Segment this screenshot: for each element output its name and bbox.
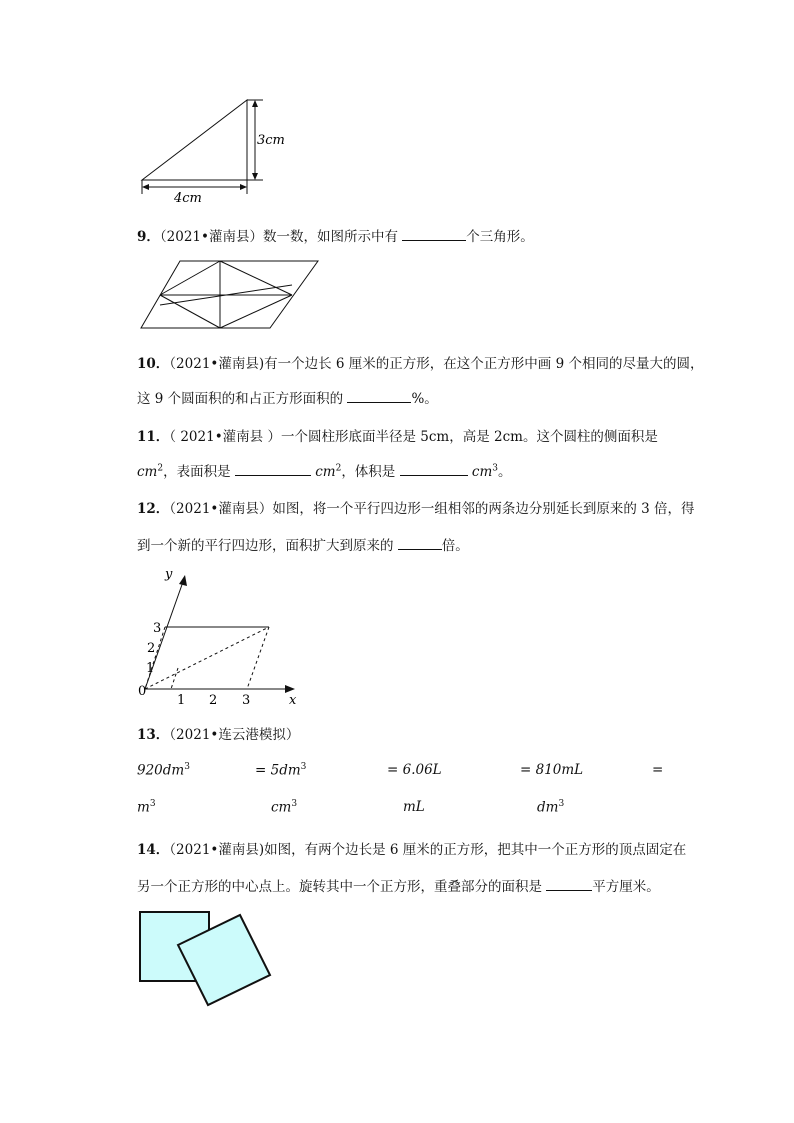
y-tick-3: 3 (153, 621, 162, 636)
base-label: 4cm (174, 191, 202, 206)
triangle-figure (130, 92, 310, 207)
conversion-row-2-item-4[interactable]: $dm^3$ (537, 799, 565, 816)
question-11-line-1: 11．（ 2021•灌南县 ）一个圆柱形底面半径是 5cm，高是 2cm。这个圆柱的侧面积是 (137, 429, 658, 445)
x-tick-3: 3 (242, 693, 251, 708)
triangle-shape (142, 100, 247, 180)
answer-blank-10[interactable] (347, 390, 411, 403)
question-11-line-2: $cm^2$，表面积是 $cm^2$，体积是 $cm^3$。 (137, 463, 512, 480)
question-10-line-1: 10．（2021•灌南县)有一个边长 6 厘米的正方形，在这个正方形中画 9 个相同的尽量大的圆， (137, 356, 704, 372)
overlapping-squares-figure (135, 905, 280, 1015)
x-tick-1: 1 (177, 693, 186, 708)
x-tick-2: 2 (209, 693, 218, 708)
y-tick-2: 2 (147, 641, 156, 656)
answer-blank-11a[interactable] (235, 463, 311, 476)
x-axis-label: x (289, 693, 297, 708)
question-14-line-1: 14．（2021•灌南县)如图，有两个边长是 6 厘米的正方形，把其中一个正方形的顶点固定在 (137, 842, 687, 858)
conversion-row-1-item-4: = 810mL (520, 762, 584, 778)
answer-blank-14[interactable] (546, 878, 592, 891)
answer-blank-9[interactable] (402, 228, 466, 241)
conversion-row-2-item-3[interactable]: mL (403, 799, 425, 815)
conversion-row-1-item-1: $920dm^3$ (137, 762, 190, 779)
question-12-line-1: 12．（2021•灌南县）如图，将一个平行四边形一组相邻的两条边分别延长到原来的 3 倍，得 (137, 501, 695, 517)
answer-blank-11b[interactable] (400, 463, 468, 476)
conversion-row-1-item-5: = (652, 762, 664, 778)
height-label: 3cm (257, 133, 285, 148)
y-axis-label: y (165, 567, 173, 582)
question-14-line-2: 另一个正方形的中心点上。旋转其中一个正方形，重叠部分的面积是 平方厘米。 (137, 879, 660, 895)
question-10-line-2: 这 9 个圆面积的和占正方形面积的 %。 (137, 391, 438, 407)
question-12-line-2: 到一个新的平行四边形，面积扩大到原来的 倍。 (137, 538, 469, 554)
y-tick-1: 1 (146, 661, 155, 676)
parallelogram-figure (138, 258, 323, 333)
coordinate-figure (135, 562, 310, 710)
conversion-row-1-item-2: = $5dm^3$ (255, 762, 307, 779)
answer-blank-12[interactable] (398, 537, 442, 550)
question-9: 9．（2021•灌南县）数一数，如图所示中有 个三角形。 (137, 229, 534, 245)
conversion-row-2-item-2[interactable]: $cm^3$ (271, 799, 298, 816)
conversion-row-2-item-1[interactable]: $m^3$ (137, 799, 156, 816)
question-13-header: 13．（2021•连云港模拟） (137, 727, 300, 743)
conversion-row-1-item-3: = 6.06L (387, 762, 442, 778)
origin-label: 0 (138, 684, 147, 699)
